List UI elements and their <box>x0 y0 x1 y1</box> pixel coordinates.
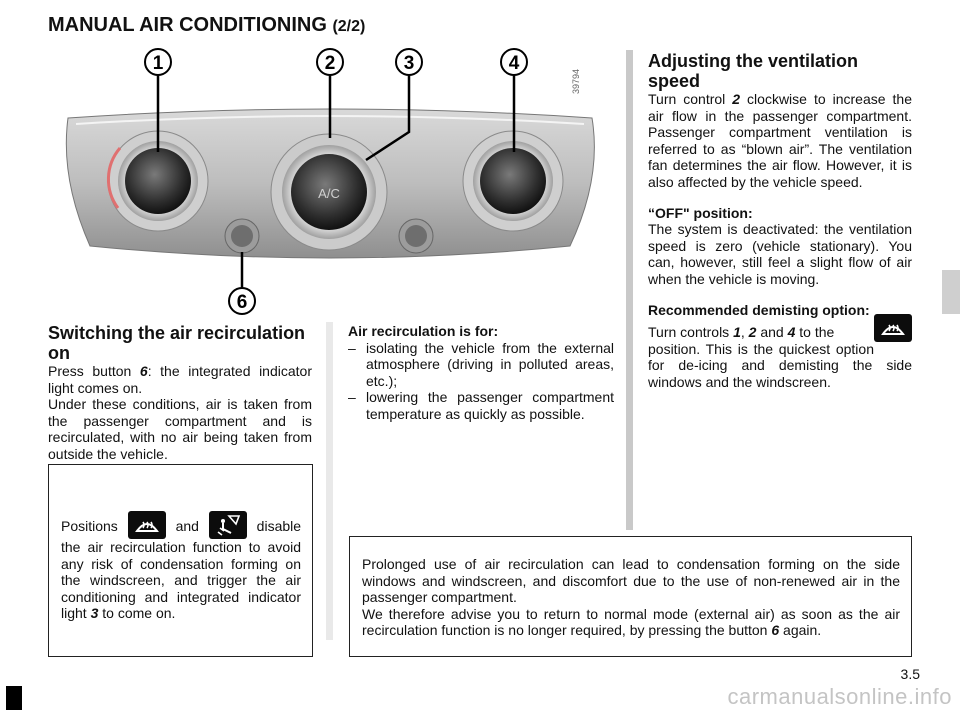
list-item: – isolating the vehicle from the external atmosphere (driving in polluted areas, etc.); <box>348 339 614 389</box>
recirculation-section <box>48 323 312 463</box>
control-panel-illustration <box>50 48 610 318</box>
callout-1: 1 <box>152 53 164 74</box>
demist-heading: Recommended demisting option: <box>648 301 870 318</box>
off-heading: “OFF" position: <box>648 204 753 221</box>
off-paragraph: The system is deactivated: the ventilation speed is zero (vehicle stationary). You can, however, still feel a slight flow of air when the vehicle is moving. <box>648 221 912 287</box>
page-title-suffix: (2/2) <box>332 18 366 35</box>
ventilation-section: Adjusting the ventilation speed Turn control 2 clockwise to increase the air flow in the passenger compartment. Passenger compartment ventilation is referred to as “blown air”. The ventilation fan determines the air flow. However, it is also affected by the vehicle speed. “OFF" position: The system is deactivated: the ventilation speed is zero (vehicle stationary). You can, however, still feel a slight flow of air when the vehicle is moving. Recommended demisting option: Turn controls 1, 2 and 4 to the position. This is the quickest option for de-icing and demisting the side windows and the windscreen. <box>648 51 912 390</box>
figure-reference-code: 39794 <box>571 68 581 94</box>
chapter-tab <box>942 270 960 314</box>
windscreen-demist-icon <box>874 314 912 342</box>
note-paragraph-1: Prolonged use of air recirculation can lead to condensation forming on the side windows and windscreen, and discomfort due to the use of non-renewed air in the passenger compartment. <box>362 556 900 606</box>
callout-4: 4 <box>508 53 520 74</box>
ventilation-paragraph: Turn control 2 clockwise to increase the air flow in the passenger compartment. Passenger compartment ventilation is referred to as “blown air”. The ventilation fan determines the air flow. However, it is also affected by the vehicle speed. <box>648 91 912 190</box>
demist-paragraph: Turn controls 1, 2 and 4 to the <box>648 324 912 341</box>
note-box-positions: Positions and disable the air recirculation function to avoid any risk of condensation forming on the windscreen, and trigger the air conditioning and integrated indicator light 3 to come on. <box>48 464 313 657</box>
corner-mark <box>6 686 22 710</box>
ac-label: A/C <box>318 186 340 201</box>
watermark: carmanualsonline.info <box>727 684 952 709</box>
page-title: MANUAL AIR CONDITIONING (2/2) <box>48 14 366 36</box>
recirculation-heading: Switching the air recirculation on <box>48 323 306 363</box>
note-paragraph-2: We therefore advise you to return to normal mode (external air) as soon as the air recirculation function is no longer required, by pressing the button 6 again. <box>362 605 900 639</box>
recirculation-purpose-heading: Air recirculation is for: <box>348 323 499 339</box>
list-item: – lowering the passenger compartment temperature as quickly as possible. <box>348 389 614 422</box>
ventilation-heading: Adjusting the ventilation speed <box>648 51 858 91</box>
page-number: 3.5 <box>900 666 920 682</box>
windscreen-demist-icon <box>128 511 166 539</box>
note-box-prolonged-use <box>349 536 912 657</box>
feet-windscreen-icon <box>209 511 247 539</box>
recirculation-purpose-section <box>348 323 614 423</box>
recirculation-paragraph-2: Under these conditions, air is taken from the passenger compartment and is recirculated, with no air being taken from outside the vehicle. <box>48 396 312 462</box>
callout-2: 2 <box>324 53 336 74</box>
callout-3: 3 <box>403 53 415 74</box>
column-divider <box>626 50 633 530</box>
callout-6: 6 <box>236 292 248 313</box>
column-divider <box>326 322 333 640</box>
recirculation-paragraph-1: Press button 6: the integrated indicator light comes on. <box>48 363 312 396</box>
